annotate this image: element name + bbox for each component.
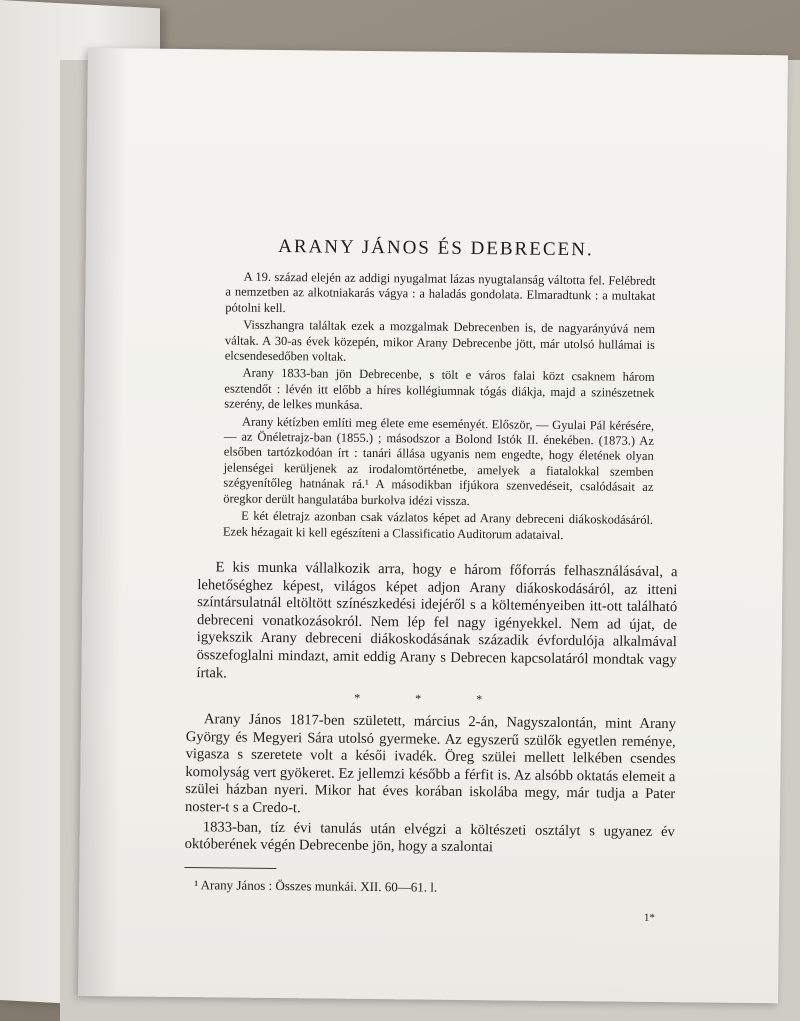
body-paragraph: Arany János 1817-ben született, március 2-án, Nagyszalontán, mint Arany György és Megyeri Sára utolsó gyermeke. Az egyszerű szülők egyetlen reménye, vigasza s szeretete volt a késői ivadék. Öreg szülei mellett lelkében csendes komolyság vert gyökeret. Ez jellemzi később a férfit is. Az alsóbb oktatás elemeit a szülei házban nyeri. Mikor hat éves korában iskolába megy, már tudja a Pater noster-t s a Credo-t. <box>184 711 677 817</box>
footnote-rule <box>184 867 276 869</box>
body-section <box>185 711 676 861</box>
intro-paragraph: Arany 1833-ban jön Debrecenbe, s tölt e város falai közt csaknem három esztendőt : lévén itt előbb a híres kollégiumnak tógás diákja, majd a szinészetnek szerény, de lelkes munkása. <box>224 366 655 413</box>
right-page <box>78 48 788 1003</box>
signature-mark: 1* <box>643 911 655 924</box>
intro-paragraph: Visszhangra találtak ezek a mozgalmak Debrecenben is, de nagyarányúvá nem váltak. A 30-as évek közepén, mikor Arany Debrecenbe jött, már utolsó hullámai is elcsendesedőben voltak. <box>224 317 656 364</box>
footnote: ¹ Arany János : Összes munkái. XII. 60—61. l. <box>194 877 438 895</box>
intro-paragraph: E két életrajz azonban csak vázlatos képet ad Arany debreceni diákoskodásáról. Ezek hézagait ki kell egészíteni a Classificatio Auditorum adataival. <box>222 508 654 542</box>
section-separator: * * * <box>354 690 509 707</box>
page-title: ARANY JÁNOS ÉS DEBRECEN. <box>278 236 594 261</box>
intro-section <box>223 269 656 545</box>
purpose-section <box>196 559 677 689</box>
body-paragraph: 1833-ban, tíz évi tanulás után elvégzi a költészeti osztályt s ugyanez év októberének végén Debrecenbe jön, hogy a szalontai <box>184 818 675 856</box>
intro-paragraph: A 19. század elején az addigi nyugalmat lázas nyugtalanság váltotta fel. Felébredt a nemzetben az alkotniakarás vágya : a haladás gondolata. Elmaradtunk : a multakat pótolni kell. <box>225 269 656 315</box>
page-gutter-shadow <box>78 48 128 996</box>
intro-paragraph: Arany kétízben említi meg élete eme eseményét. Először, — Gyulai Pál kérésére, — az Önéletrajz-ban (1855.) ; másodszor a Bolond Istók II. énekében. (1873.) Az elsőben tartózkodóan írt : tanári állása ugyanis nem engedte, hogy életének olyan jelenségei kerüljenek az irodalomtörténetbe, amelyek a fiatalokkal szemben szégyenítőleg hatnának rá.¹ A másodikban ifjúkora szenvedéseit, csalódásait az öregkor derült hangulatába burkolva idézi vissza. <box>223 414 655 508</box>
purpose-paragraph: E kis munka vállalkozik arra, hogy e három főforrás felhasználásával, a lehetőséghez képest, világos képet adjon Arany diákoskodásáról, az itteni színtársulatnál eltöltött színészkedési idejéről s a költeményeiben itt-ott található debreceni vonatkozásokról. Nem lép fel nagy igényekkel. Nem ad újat, de igyekszik Arany debreceni diákoskodásának századik évfordulója alkalmával összefoglalni mindazt, amit eddig Arany s Debrecen kapcsolatáról mondtak vagy írtak. <box>196 559 678 682</box>
